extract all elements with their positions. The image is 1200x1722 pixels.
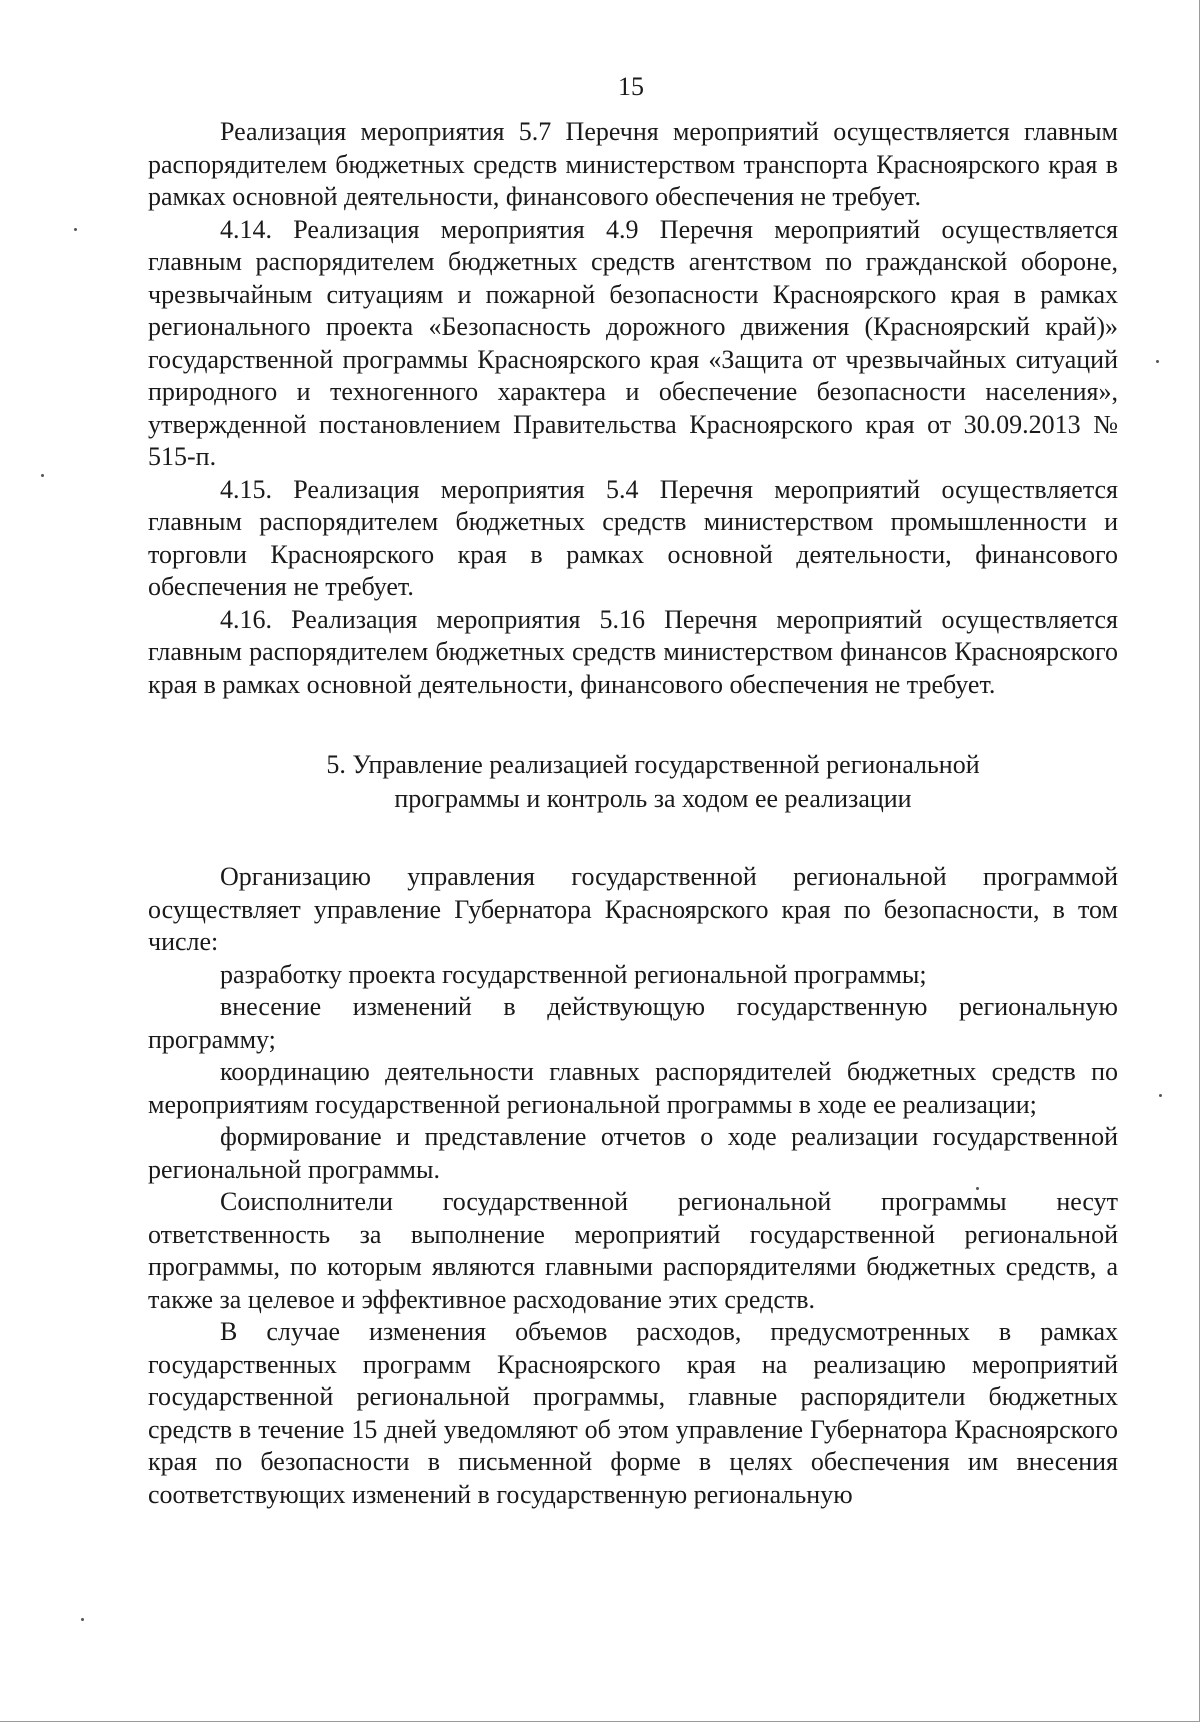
section-heading-line: 5. Управление реализацией государственной региональной — [326, 750, 980, 779]
list-paragraph: координацию деятельности главных распорядителей бюджетных средств по мероприятиям государственной региональной программы в ходе ее реализации; — [148, 1057, 1118, 1119]
paragraph: 4.14. Реализация мероприятия 4.9 Перечня мероприятий осуществляется главным распорядителем бюджетных средств агентством по гражданской обороне, чрезвычайным ситуациям и пожарной безопасности Красноярского края в рамках регионального проекта «Безопасность дорожного движения (Красноярский край)» государственной программы Красноярского края «Защита от чрезвычайных ситуаций природного и техногенного характера и обеспечение безопасности населения», утвержденной постановлением Правительства Красноярского края от 30.09.2013 № 515-п. — [148, 214, 1118, 471]
list-paragraph: внесение изменений в действующую государственную региональную программу; — [148, 992, 1118, 1054]
list-paragraph: формирование и представление отчетов о ходе реализации государственной региональной программы. — [148, 1122, 1118, 1184]
paragraph: Соисполнители государственной региональной программы несут ответственность за выполнение мероприятий государственной региональной программы, по которым являются главными распорядителями бюджетных средств, а также за целевое и эффективное расходование этих средств. — [148, 1187, 1118, 1314]
scan-speck — [74, 228, 77, 231]
document-body — [148, 116, 1118, 1511]
scan-speck — [41, 474, 44, 477]
section-heading — [148, 748, 1118, 816]
section-heading-line: программы и контроль за ходом ее реализации — [394, 784, 912, 813]
scan-speck — [1159, 1094, 1162, 1097]
scan-speck — [1156, 360, 1159, 363]
page-number: 15 — [618, 72, 644, 101]
paragraph: В случае изменения объемов расходов, предусмотренных в рамках государственных программ Красноярского края на реализацию мероприятий государственной региональной программы, главные распорядители бюджетных средств в течение 15 дней уведомляют об этом управление Губернатора Красноярского края по безопасности в письменной форме в целях обеспечения им внесения соответствующих изменений в государственную региональную — [148, 1317, 1118, 1509]
paragraph: 4.15. Реализация мероприятия 5.4 Перечня мероприятий осуществляется главным распорядителем бюджетных средств министерством промышленности и торговли Красноярского края в рамках основной деятельности, финансового обеспечения не требует. — [148, 474, 1118, 601]
paragraph: Организацию управления государственной региональной программой осуществляет управление Губернатора Красноярского края по безопасности, в том числе: — [148, 862, 1118, 956]
paragraph: 4.16. Реализация мероприятия 5.16 Перечня мероприятий осуществляется главным распорядителем бюджетных средств министерством финансов Красноярского края в рамках основной деятельности, финансового обеспечения не требует. — [148, 604, 1118, 699]
paragraph: Реализация мероприятия 5.7 Перечня мероприятий осуществляется главным распорядителем бюджетных средств министерством транспорта Красноярского края в рамках основной деятельности, финансового обеспечения не требует. — [148, 117, 1118, 211]
list-paragraph: разработку проекта государственной региональной программы; — [220, 959, 927, 989]
scan-speck — [81, 1618, 84, 1621]
